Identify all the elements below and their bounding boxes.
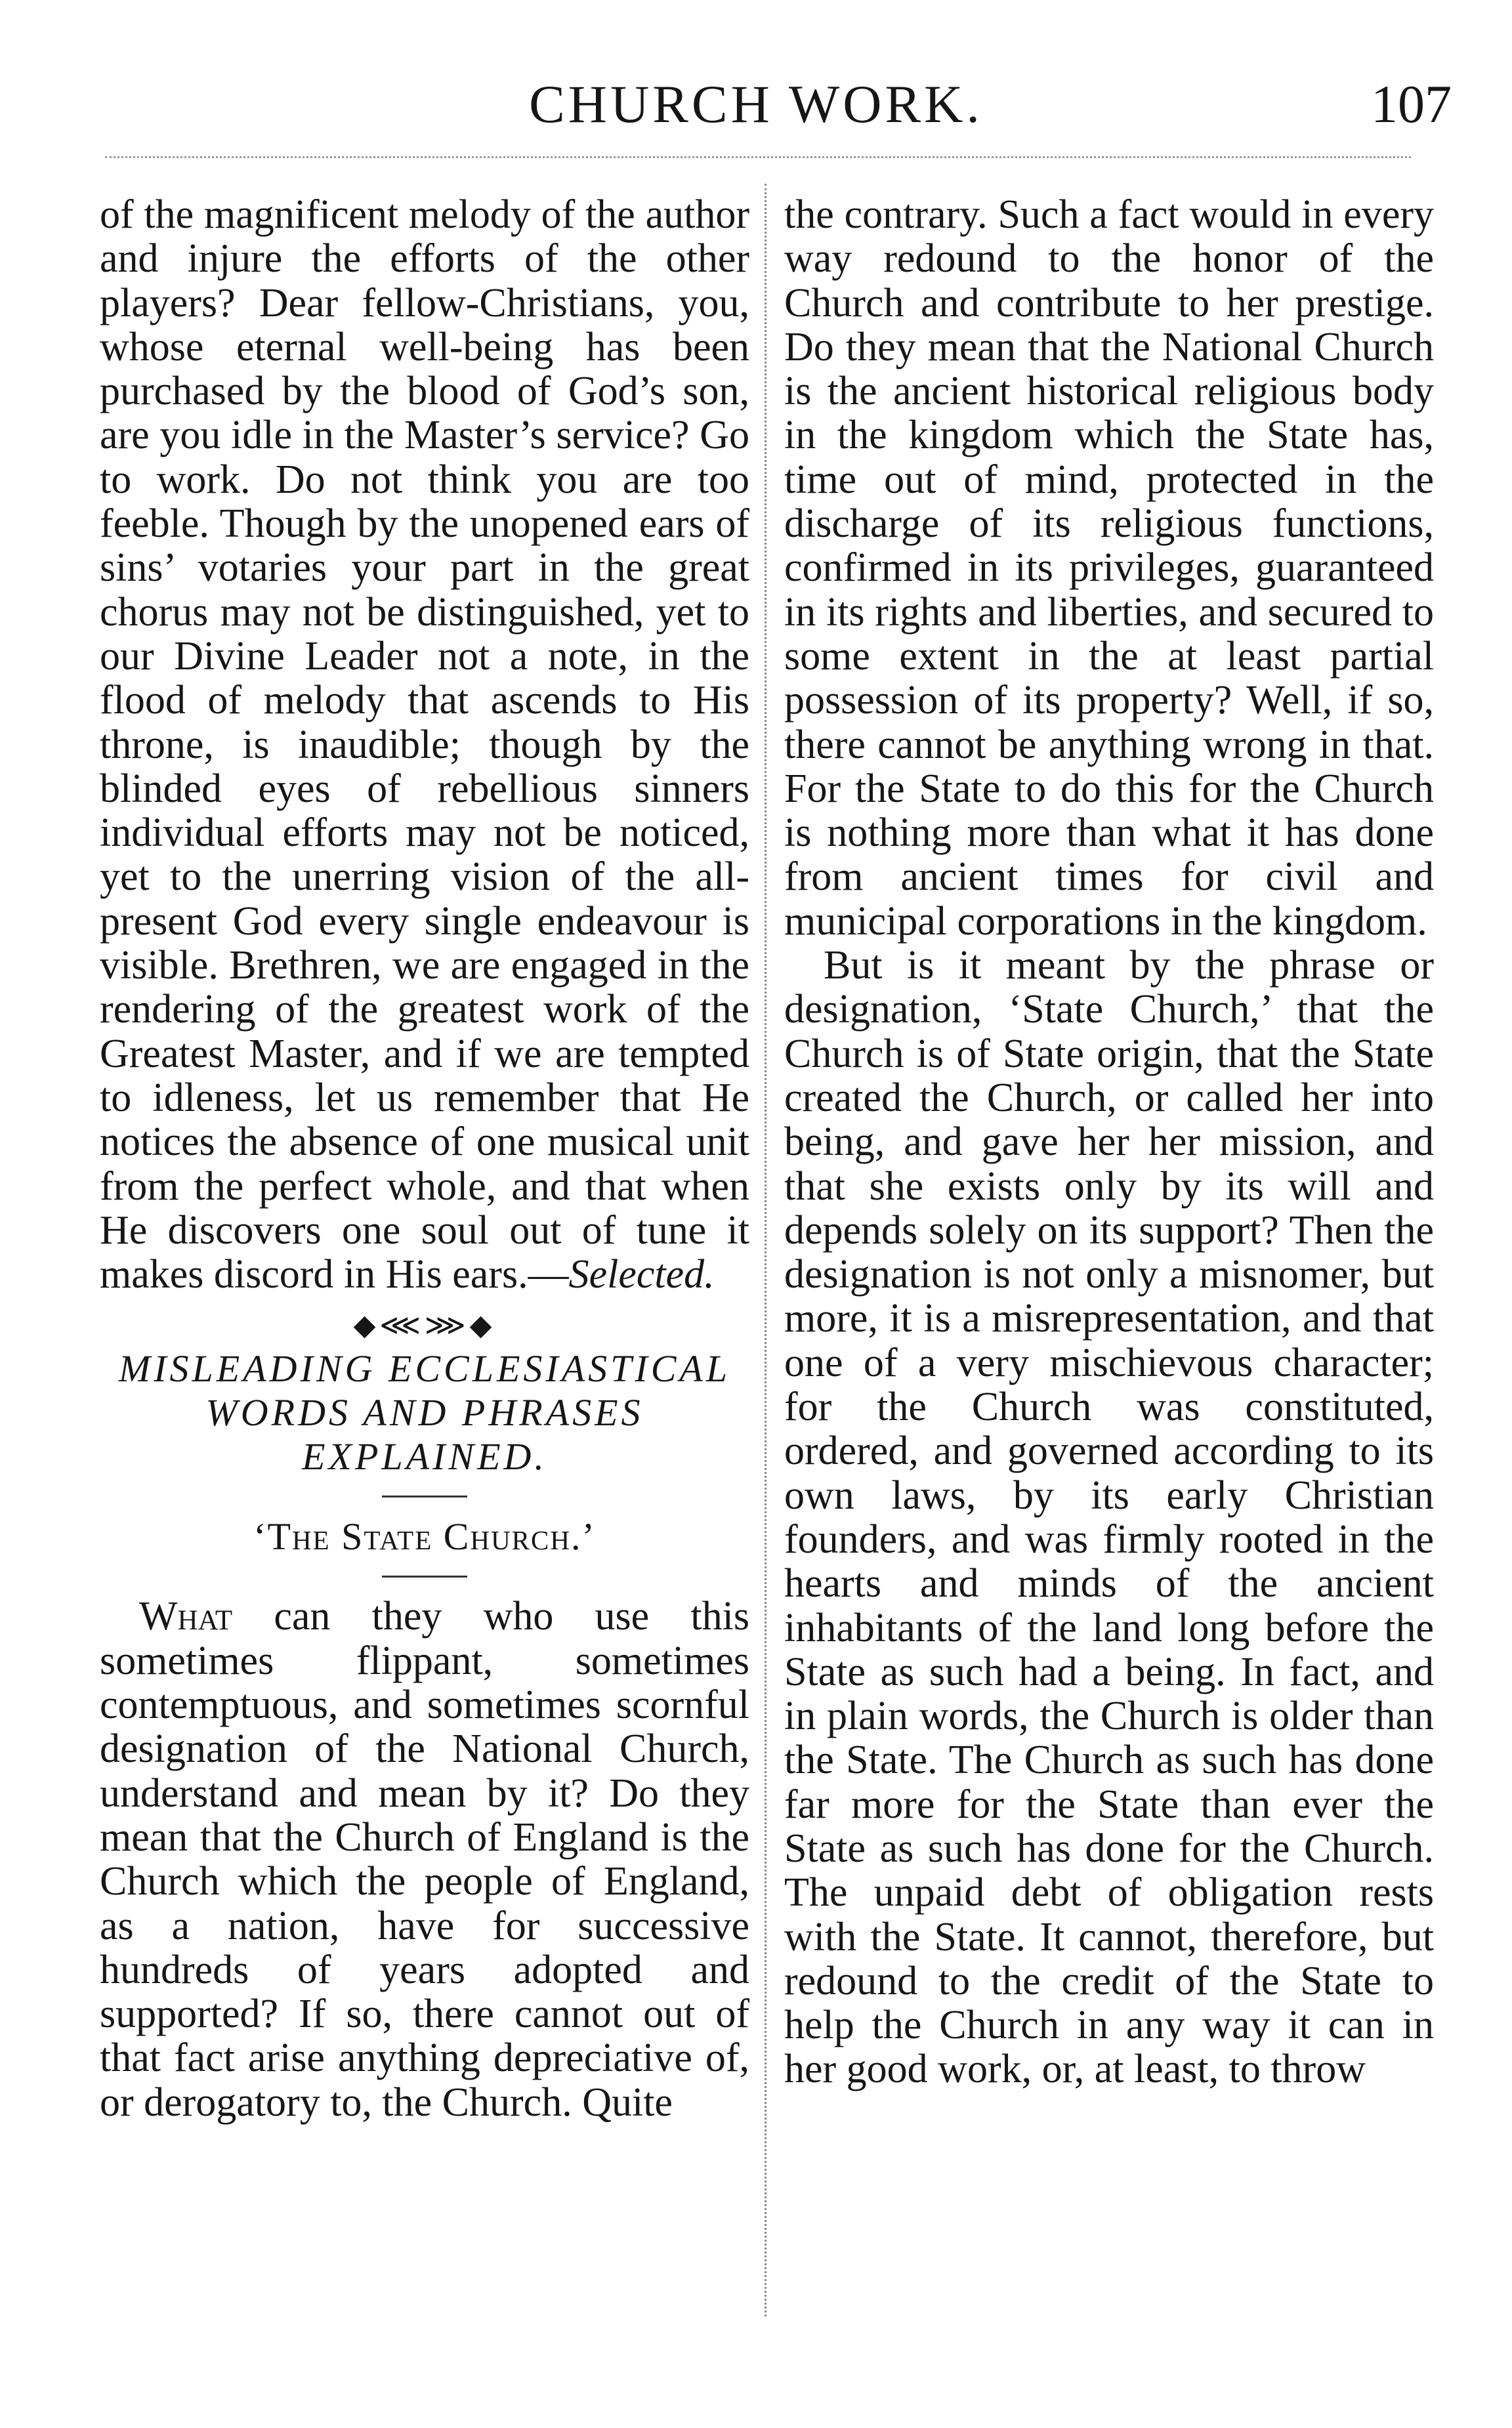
- right-paragraph-2: But is it meant by the phrase or designation, ‘State Church,’ that the Church is of State origin, that the State created the Church, or called her into being, and gave her her mission, and that she exists only by its will and depends solely on its support? Then the designation is not only a misnomer, but more, it is a misrepresentation, and that one of a very mischievous character; for the Church was constituted, ordered, and governed according to its own laws, by its early Christian founders, and was firmly rooted in the hearts and minds of the ancient inhabitants of the land long before the State as such had a being. In fact, and in plain words, the Church is older than the State. The Church as such has done far more for the State than ever the State as such has done for the Church. The unpaid debt of obligation rests with the State. It cannot, therefore, but redound to the credit of the State to help the Church in any way it can in her good work, or, at least, to throw: [784, 943, 1434, 2092]
- left-paragraph-1-text: of the magnificent melody of the author and injure the efforts of the other players? Dear fellow-Christians, you, whose eternal well-being has been purchased by the blood of God’s son, are you idle in the Master’s service? Go to work. Do not think you are too feeble. Though by the unopened ears of sins’ votaries your part in the great chorus may not be distinguished, yet to our Divine Leader not a note, in the flood of melody that ascends to His throne, is inaudible; though by the blinded eyes of rebellious sinners individual efforts may not be noticed, yet to the unerring vision of the all-present God every single endeavour is visible. Brethren, we are engaged in the rendering of the greatest work of the Greatest Master, and if we are tempted to idleness, let us remember that He notices the absence of one musical unit from the perfect whole, and that when He discovers one soul out of tune it makes discord in His ears.—: [100, 192, 749, 1297]
- left-column: [100, 193, 749, 2125]
- section-ornament: ◆⋘⋙◆: [353, 1309, 496, 1342]
- header-divider: [105, 156, 1411, 158]
- article-heading: MISLEADING ECCLESIASTICAL WORDS AND PHRASES EXPLAINED.: [118, 1347, 731, 1478]
- left-paragraph-2-text: can they who use this sometimes flippant, sometimes contemptuous, and sometimes scornful designation of the National Church, understand and mean by it? Do they mean that the Church of England is the Church which the people of England, as a nation, have for successive hundreds of years adopted and supported? If so, there cannot out of that fact arise anything depreciative of, or derogatory to, the Church. Quite: [100, 1594, 749, 2125]
- left-paragraph-2: [100, 1595, 749, 2125]
- heading-rule-bottom: [382, 1576, 467, 1578]
- selected-attribution: Selected.: [568, 1252, 715, 1297]
- left-paragraph-1: [100, 193, 749, 1297]
- right-column: [784, 193, 1434, 2092]
- running-header-title: CHURCH WORK.: [529, 74, 983, 134]
- column-divider: [765, 184, 766, 2316]
- heading-rule-top: [382, 1496, 467, 1497]
- paragraph-lead-word: What: [139, 1594, 233, 1639]
- page-number: 107: [1371, 74, 1452, 134]
- right-paragraph-1: the contrary. Such a fact would in every way redound to the honor of the Church and contribute to her prestige. Do they mean that the National Church is the ancient historical religious body in the kingdom which the State has, time out of mind, protected in the discharge of its religious functions, confirmed in its privileges, guaranteed in its rights and liberties, and secured to some extent in the at least partial possession of its property? Well, if so, there cannot be anything wrong in that. For the State to do this for the Church is nothing more than what it has done from ancient times for civil and municipal corporations in the kingdom.: [784, 192, 1434, 944]
- article-subheading: ‘The State Church.’: [253, 1515, 596, 1559]
